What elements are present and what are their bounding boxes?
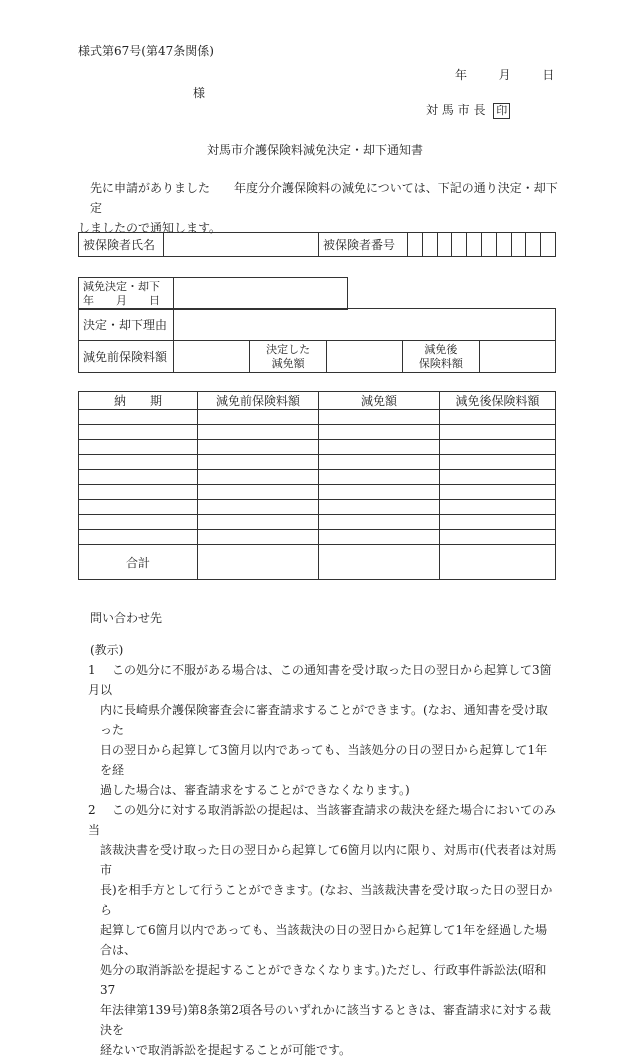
- table-row: [79, 455, 556, 470]
- decision-date-label: [79, 278, 174, 310]
- cell[interactable]: [79, 425, 198, 440]
- total-pre-amount[interactable]: [198, 545, 319, 580]
- cell[interactable]: [319, 425, 440, 440]
- insured-number-digit[interactable]: [467, 233, 482, 257]
- intro-text: [78, 178, 558, 238]
- decision-detail-table: [78, 308, 556, 373]
- col-header-post-amount: 減免後保険料額: [440, 392, 556, 410]
- decision-date-field[interactable]: [174, 278, 348, 310]
- pre-amount-label: 減免前保険料額: [79, 341, 174, 373]
- cell[interactable]: [79, 455, 198, 470]
- note-line: 経ないで取消訴訟を提起することが可能です。: [100, 1043, 352, 1057]
- table-row: [79, 530, 556, 545]
- cell[interactable]: [440, 410, 556, 425]
- col-header-pre-amount: 減免前保険料額: [198, 392, 319, 410]
- insured-number-digit[interactable]: [496, 233, 511, 257]
- note-number: 2: [88, 803, 96, 817]
- cell[interactable]: [440, 485, 556, 500]
- note-line: 起算して6箇月以内であっても、当該裁決の日の翌日から起算して1年を経過した場合は、: [100, 923, 548, 957]
- note-line: この処分に対する取消訴訟の提起は、当該審査請求の裁決を経た場合においてのみ当: [88, 803, 557, 837]
- note-line: 長)を相手方として行うことができます。(なお、当該裁決書を受け取った日の翌日から: [100, 883, 553, 917]
- installment-table: [78, 391, 556, 580]
- cell[interactable]: [440, 515, 556, 530]
- cell[interactable]: [198, 530, 319, 545]
- insured-name-field[interactable]: [164, 233, 319, 257]
- insured-number-digit[interactable]: [452, 233, 467, 257]
- post-amount-field[interactable]: [479, 341, 555, 373]
- note-line: 内に長崎県介護保険審査会に審査請求することができます。(なお、通知書を受け取った: [100, 703, 548, 737]
- col-header-due: 納 期: [79, 392, 198, 410]
- post-amount-label: [403, 341, 479, 373]
- cell[interactable]: [198, 470, 319, 485]
- form-number: 様式第67号(第47条関係): [78, 44, 214, 58]
- table-row: [79, 425, 556, 440]
- decided-reduction-field[interactable]: [326, 341, 402, 373]
- date-month: 月: [498, 68, 511, 82]
- cell[interactable]: [440, 530, 556, 545]
- post-amount-label-line2: 保険料額: [418, 356, 463, 370]
- pre-amount-field[interactable]: [174, 341, 250, 373]
- table-row: [79, 410, 556, 425]
- issuer: [426, 101, 510, 119]
- note-line: 過した場合は、審査請求をすることができなくなります。): [100, 783, 410, 797]
- cell[interactable]: [440, 470, 556, 485]
- cell[interactable]: [198, 455, 319, 470]
- note-number: 1: [88, 663, 96, 677]
- cell[interactable]: [198, 500, 319, 515]
- insured-number-digit[interactable]: [541, 233, 556, 257]
- cell[interactable]: [198, 410, 319, 425]
- cell[interactable]: [440, 440, 556, 455]
- cell[interactable]: [319, 485, 440, 500]
- instruction-heading: (教示): [90, 643, 124, 657]
- cell[interactable]: [79, 470, 198, 485]
- cell[interactable]: [79, 485, 198, 500]
- decision-date-table: [78, 277, 348, 310]
- cell[interactable]: [79, 530, 198, 545]
- note-2: [88, 800, 558, 1060]
- cell[interactable]: [198, 485, 319, 500]
- insured-number-digit[interactable]: [481, 233, 496, 257]
- intro-line-1: 先に申請がありました 年度分介護保険料の減免については、下記の通り決定・却下定: [90, 181, 558, 215]
- cell[interactable]: [440, 500, 556, 515]
- post-amount-label-line1: 減免後: [424, 342, 458, 356]
- insured-info-table: [78, 232, 556, 257]
- seal-mark: 印: [493, 103, 510, 119]
- cell[interactable]: [198, 425, 319, 440]
- reason-label: 決定・却下理由: [79, 309, 174, 341]
- decision-date-label-line2: 年 月 日: [83, 293, 160, 307]
- total-reduction[interactable]: [319, 545, 440, 580]
- col-header-reduction: 減免額: [319, 392, 440, 410]
- decided-reduction-label: [250, 341, 326, 373]
- total-label: 合計: [79, 545, 198, 580]
- instruction-notes: [88, 660, 558, 1060]
- reason-field[interactable]: [174, 309, 556, 341]
- cell[interactable]: [79, 440, 198, 455]
- note-line: 処分の取消訴訟を提起することができなくなります。)ただし、行政事件訴訟法(昭和37: [100, 963, 547, 997]
- table-row: [79, 440, 556, 455]
- note-line: 年法律第139号)第8条第2項各号のいずれかに該当するときは、審査請求に対する裁決を: [100, 1003, 551, 1037]
- note-line: 日の翌日から起算して3箇月以内であっても、当該処分の日の翌日から起算して1年を経: [100, 743, 548, 777]
- date-day: 日: [542, 68, 555, 82]
- cell[interactable]: [319, 500, 440, 515]
- contact-label: 問い合わせ先: [90, 611, 163, 625]
- cell[interactable]: [79, 500, 198, 515]
- cell[interactable]: [319, 470, 440, 485]
- table-row: [79, 470, 556, 485]
- cell[interactable]: [319, 530, 440, 545]
- decided-reduction-label-line2: 減免額: [271, 356, 305, 370]
- cell[interactable]: [79, 515, 198, 530]
- total-row: [79, 545, 556, 580]
- cell[interactable]: [198, 515, 319, 530]
- insured-number-digit[interactable]: [408, 233, 423, 257]
- insured-name-label: 被保険者氏名: [79, 233, 164, 257]
- cell[interactable]: [440, 455, 556, 470]
- insured-number-digit[interactable]: [511, 233, 526, 257]
- note-1: [88, 660, 558, 800]
- cell[interactable]: [319, 440, 440, 455]
- note-line: この処分に不服がある場合は、この通知書を受け取った日の翌日から起算して3箇月以: [88, 663, 552, 697]
- issuer-name: 対 馬 市 長: [426, 103, 486, 117]
- document-title: 対馬市介護保険料減免決定・却下通知書: [206, 143, 423, 157]
- cell[interactable]: [319, 515, 440, 530]
- cell[interactable]: [198, 440, 319, 455]
- date-line: [455, 66, 554, 83]
- cell[interactable]: [319, 410, 440, 425]
- total-post-amount[interactable]: [440, 545, 556, 580]
- decision-date-label-line1: 減免決定・却下: [83, 279, 160, 293]
- table-row: [79, 500, 556, 515]
- insured-number-label: 被保険者番号: [319, 233, 408, 257]
- insured-number-digit[interactable]: [437, 233, 452, 257]
- table-row: [79, 515, 556, 530]
- insured-number-digit[interactable]: [422, 233, 437, 257]
- table-row: [79, 485, 556, 500]
- cell[interactable]: [79, 410, 198, 425]
- addressee-suffix: 様: [193, 86, 206, 100]
- intro-line-2: しましたので通知します。: [78, 221, 222, 235]
- insured-number-digit[interactable]: [526, 233, 541, 257]
- cell[interactable]: [440, 425, 556, 440]
- cell[interactable]: [319, 455, 440, 470]
- date-year: 年: [455, 68, 468, 82]
- decided-reduction-label-line1: 決定した: [266, 342, 311, 356]
- note-line: 該裁決書を受け取った日の翌日から起算して6箇月以内に限り、対馬市(代表者は対馬市: [100, 843, 557, 877]
